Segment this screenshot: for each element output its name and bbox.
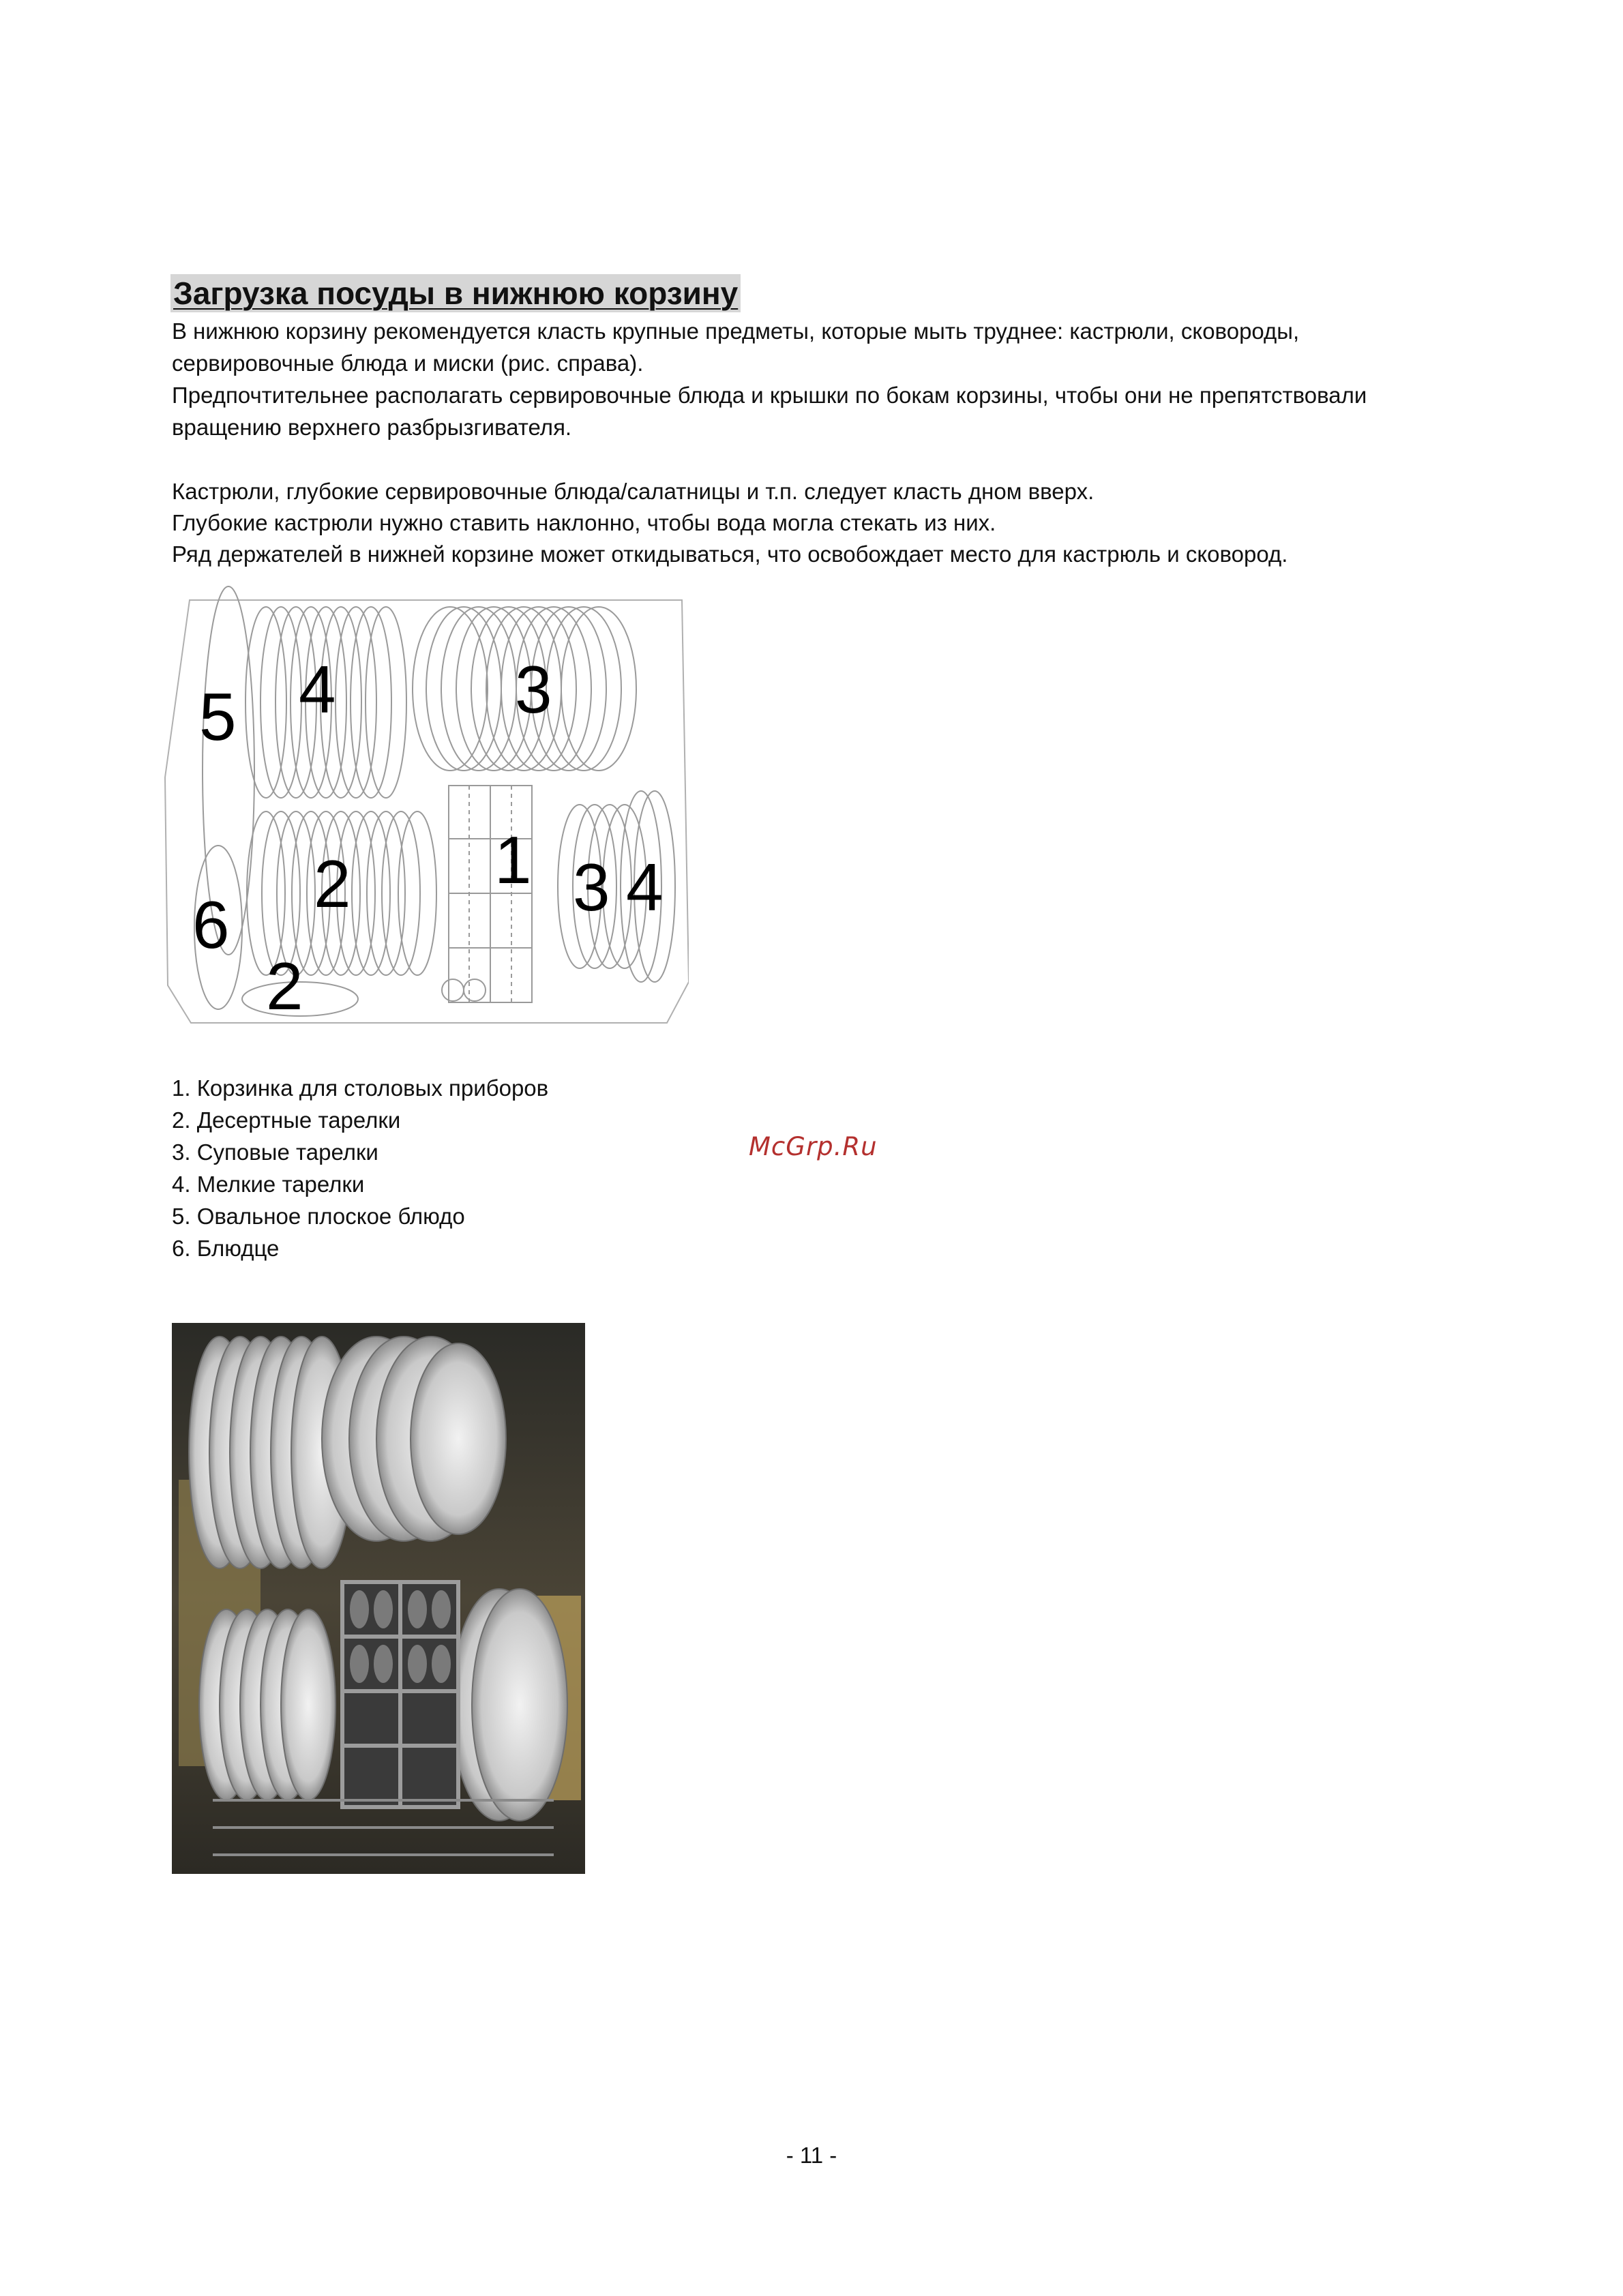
diagram-label-dinner-plates-right: 4 <box>626 850 664 925</box>
watermark: McGrp.Ru <box>749 1132 878 1161</box>
section-heading: Загрузка посуды в нижнюю корзину <box>170 274 741 312</box>
diagram-label-platter: 5 <box>199 679 237 754</box>
diagram-label-soup-plates-top: 3 <box>515 652 552 727</box>
paragraph-foldable-holders: Ряд держателей в нижней корзине может откидываться, что освобождает место для кастрюль и сковород. <box>172 541 1288 567</box>
diagram-label-soup-plates-right: 3 <box>573 850 610 925</box>
diagram-label-dessert-plates: 2 <box>314 846 351 921</box>
legend-item: 1. Корзинка для столовых приборов <box>172 1075 549 1101</box>
paragraph-platters-sides: Предпочтительнее располагать сервировочные блюда и крышки по бокам корзины, чтобы они не препятствовали вращению верхнего разбрызгивателя. <box>172 383 1367 440</box>
legend-item: 5. Овальное плоское блюдо <box>172 1204 465 1229</box>
paragraph-tilted-pots: Глубокие кастрюли нужно ставить наклонно, чтобы вода могла стекать из них. <box>172 510 996 535</box>
diagram-label-saucer: 6 <box>192 887 230 962</box>
diagram-legend <box>172 1072 548 1264</box>
legend-item: 2. Десертные тарелки <box>172 1107 401 1133</box>
diagram-label-dessert-plates-bottom: 2 <box>266 949 303 1024</box>
paragraph-large-items: В нижнюю корзину рекомендуется класть крупные предметы, которые мыть труднее: кастрюли, сковороды, сервировочные блюда и миски (рис. справа). <box>172 318 1300 376</box>
diagram-label-dinner-plates-top: 4 <box>299 652 336 727</box>
page-number: - 11 - <box>786 2143 837 2168</box>
legend-item: 3. Суповые тарелки <box>172 1139 378 1165</box>
legend-item: 6. Блюдце <box>172 1236 280 1261</box>
legend-item: 4. Мелкие тарелки <box>172 1172 365 1197</box>
diagram-label-cutlery-basket: 1 <box>494 822 532 897</box>
paragraph-upside-down: Кастрюли, глубокие сервировочные блюда/салатницы и т.п. следует класть дном вверх. <box>172 479 1095 504</box>
lower-basket-diagram <box>164 573 689 1037</box>
lower-basket-photo <box>172 1323 585 1874</box>
